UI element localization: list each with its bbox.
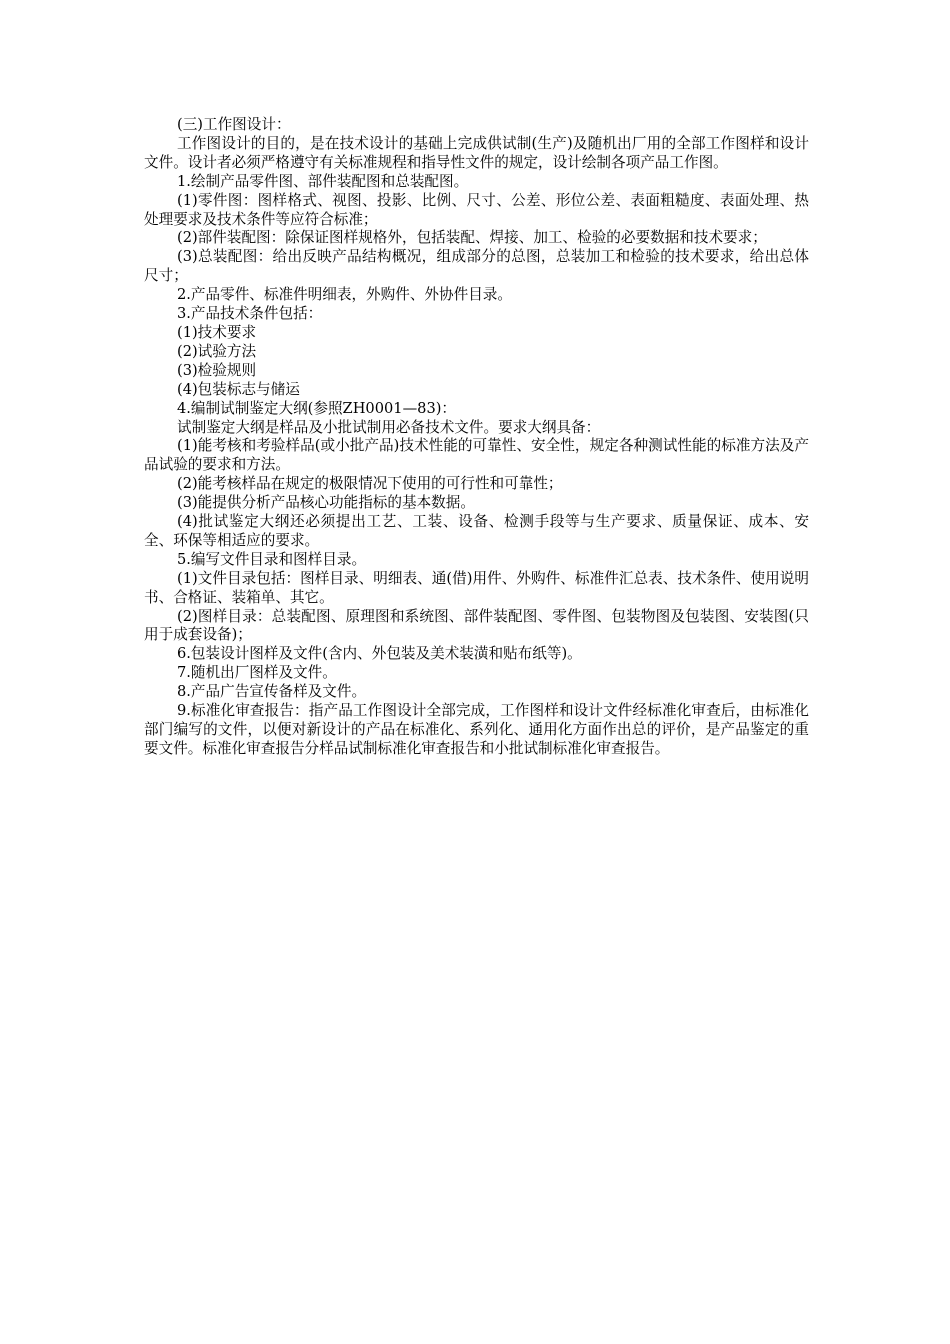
item-7: 7.随机出厂图样及文件。 <box>177 664 337 682</box>
item-9: 9.标准化审查报告：指产品工作图设计全部完成，工作图样和设计文件经标准化审查后，由标准化部门编写的文件，以便对新设计的产品在标准化、系列化、通用化方面作出总的评价，是产品鉴定的重要文件。标准化审查报告分样品试制标准化审查报告和小批试制标准化审查报告。 <box>144 702 809 757</box>
item-3-1: (1)技术要求 <box>177 323 257 341</box>
item-4-2: (2)能考核样品在规定的极限情况下使用的可行性和可靠性； <box>177 475 563 493</box>
item-5: 5.编写文件目录和图样目录。 <box>177 550 367 568</box>
item-4-4: (4)批试鉴定大纲还必须提出工艺、工装、设备、检测手段等与生产要求、质量保证、成本、安全、环保等相适应的要求。 <box>144 513 809 549</box>
item-5-2: (2)图样目录：总装配图、原理图和系统图、部件装配图、零件图、包装物图及包装图、安装图(只用于成套设备)； <box>144 607 809 644</box>
item-1-3: (3)总装配图：给出反映产品结构概况，组成部分的总图，总装加工和检验的技术要求，给出总体尺寸； <box>144 248 809 285</box>
section-heading: (三)工作图设计： <box>177 116 291 133</box>
item-6: 6.包装设计图样及文件(含内、外包装及美术装潢和贴布纸等)。 <box>177 645 582 663</box>
item-1: 1.绘制产品零件图、部件装配图和总装配图。 <box>177 172 469 190</box>
item-1-1: (1)零件图：图样格式、视图、投影、比例、尺寸、公差、形位公差、表面粗糙度、表面处理、热处理要求及技术条件等应符合标准； <box>144 191 809 228</box>
item-4-3: (3)能提供分析产品核心功能指标的基本数据。 <box>177 494 475 512</box>
paragraph-purpose: 工作图设计的目的，是在技术设计的基础上完成供试制(生产)及随机出厂用的全部工作图样和设计文件。设计者必须严格遵守有关标准规程和指导性文件的规定，设计绘制各项产品工作图。 <box>144 134 809 171</box>
item-5-1: (1)文件目录包括：图样目录、明细表、通(借)用件、外购件、标准件汇总表、技术条件、使用说明书、合格证、装箱单、其它。 <box>144 569 809 606</box>
item-3: 3.产品技术条件包括： <box>177 305 323 323</box>
item-4-1: (1)能考核和考验样品(或小批产品)技术性能的可靠性、安全性，规定各种测试性能的标准方法及产品试验的要求和方法。 <box>144 437 809 474</box>
item-2: 2.产品零件、标准件明细表，外购件、外协件目录。 <box>177 286 512 304</box>
item-3-4: (4)包装标志与储运 <box>177 380 300 398</box>
item-4-intro: 试制鉴定大纲是样品及小批试制用必备技术文件。要求大纲具备： <box>177 418 601 436</box>
document-page <box>144 116 809 759</box>
item-1-2: (2)部件装配图：除保证图样规格外，包括装配、焊接、加工、检验的必要数据和技术要求； <box>177 229 767 247</box>
item-3-3: (3)检验规则 <box>177 361 257 379</box>
item-4: 4.编制试制鉴定大纲(参照ZH0001—83)： <box>177 399 457 417</box>
item-8: 8.产品广告宣传备样及文件。 <box>177 683 367 701</box>
item-3-2: (2)试验方法 <box>177 342 257 360</box>
